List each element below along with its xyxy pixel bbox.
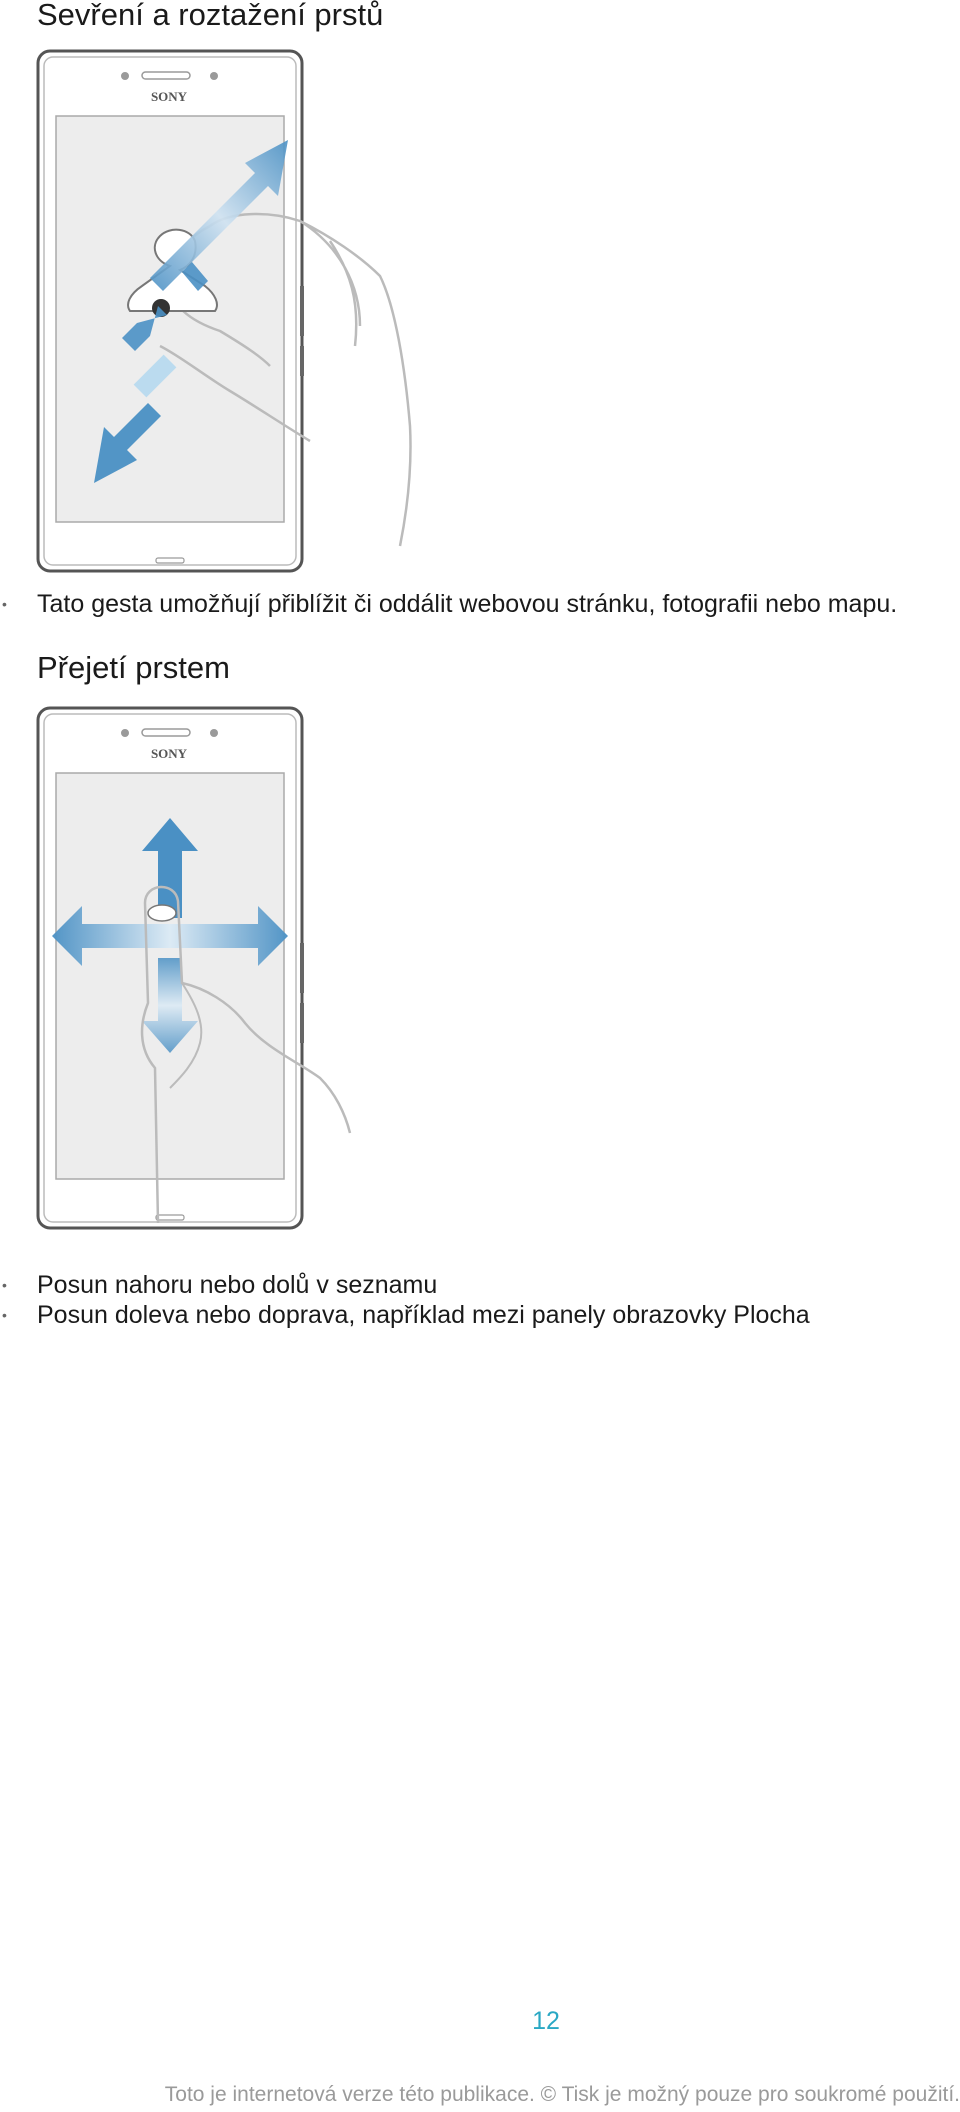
footer-text: Toto je internetová verze této publikace. © Tisk je možný pouze pro soukromé použití. xyxy=(164,2083,960,2106)
swipe-gesture-illustration xyxy=(30,703,510,1233)
bullet-icon: • xyxy=(2,1277,7,1293)
bullet-icon: • xyxy=(2,1307,7,1323)
list-item: • Tato gesta umožňují přiblížit či oddálit webovou stránku, fotografii nebo mapu. xyxy=(2,590,898,618)
bullet-icon: • xyxy=(2,596,7,612)
section-title-pinch: Sevření a roztažení prstů xyxy=(37,0,384,32)
pinch-gesture-illustration xyxy=(30,46,510,576)
section-title-swipe: Přejetí prstem xyxy=(37,650,230,685)
list-item: • Posun nahoru nebo dolů v seznamu xyxy=(2,1271,438,1299)
swipe-bullet-list xyxy=(0,1270,960,1330)
list-item: • Posun doleva nebo doprava, například mezi panely obrazovky Plocha xyxy=(2,1301,810,1329)
phone-brand-logo: SONY xyxy=(150,746,188,761)
page-number: 12 xyxy=(532,2007,560,2035)
phone-screen xyxy=(56,116,284,522)
pinch-bullet-list xyxy=(0,589,960,619)
phone-brand-logo: SONY xyxy=(150,89,188,104)
